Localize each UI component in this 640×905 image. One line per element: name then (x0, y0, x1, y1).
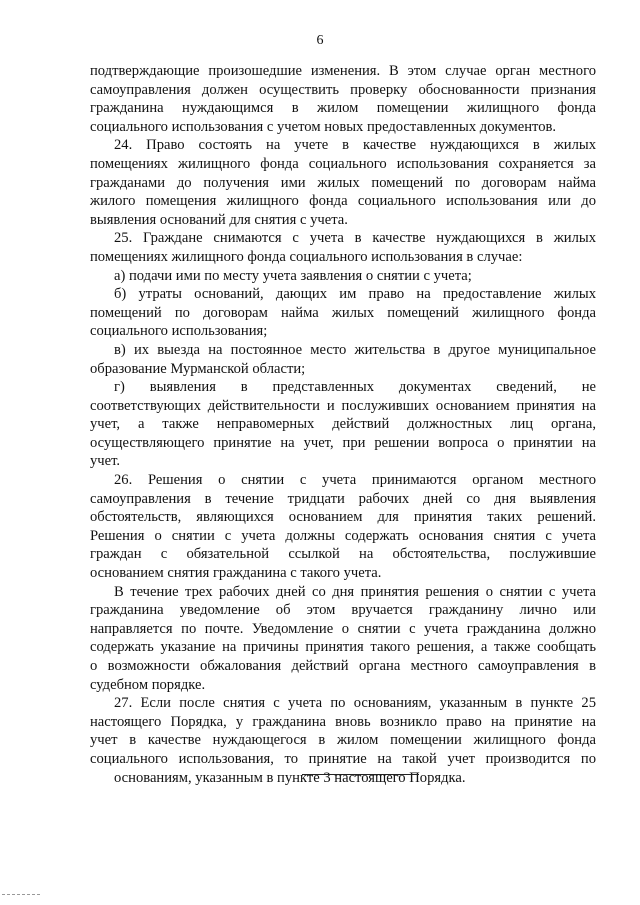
text-line: б) утраты оснований, дающих им право на предоставление жилых (114, 286, 596, 303)
text-line: гражданина уведомление об этом вручается гражданину лично или (90, 602, 596, 619)
text-line: 26. Решения о снятии с учета принимаются органом местного (114, 472, 596, 489)
text-line: самоуправления в течение тридцати рабочих дней со дня выявления (90, 490, 596, 507)
text-line: социального использования с учетом новых предоставленных документов. (90, 118, 557, 135)
text-line: учет в качестве нуждающегося в жилом помещении жилищного фонда (90, 732, 596, 749)
text-line: осуществляющего принятие на учет, при решении вопроса о принятии на (90, 434, 596, 451)
text-line: содержать указание на причины принятия такого решения, а также сообщать (90, 639, 596, 656)
text-line: 27. Если после снятия с учета по основаниям, указанным в пункте 25 (114, 695, 596, 712)
text-line: обстоятельств, являющихся основанием для принятия таких решений. (90, 509, 596, 526)
text-line: помещениях жилищного фонда социального использования сохраняется за (90, 155, 596, 172)
text-line: направляется по почте. Уведомление о снятии с учета гражданина должно (90, 620, 596, 637)
text-line: образование Мурманской области; (90, 360, 306, 377)
text-line: 25. Граждане снимаются с учета в качестве нуждающихся в жилых (114, 230, 596, 247)
text-line: гражданина нуждающимся в жилом помещении жилищного фонда (90, 100, 596, 117)
scan-corner-mark (2, 894, 40, 895)
text-line: в) их выезда на постоянное место жительства в другое муниципальное (114, 341, 596, 358)
text-line: граждан с обязательной ссылкой на обстоятельства, послужившие (90, 546, 596, 563)
text-line: жилого помещения жилищного фонда социального использования или до (90, 193, 596, 210)
text-line: самоуправления должен осуществить проверку обоснованности признания (90, 81, 596, 98)
text-line: гражданами до получения ими жилых помещений по договорам найма (90, 174, 596, 191)
text-line: учет, а также неправомерных действий должностных лиц органа, (90, 416, 596, 433)
text-line: Решения о снятии с учета должны содержать основания снятия с учета (90, 527, 596, 544)
text-line: помещениях жилищного фонда социального использования в случае: (90, 248, 523, 265)
text-line: помещений по договорам найма жилых помещений жилищного фонда (90, 304, 596, 321)
text-line: судебном порядке. (90, 676, 206, 693)
text-line: о возможности обжалования действий органа местного самоуправления в (90, 658, 596, 674)
text-line: 24. Право состоять на учете в качестве нуждающихся в жилых (114, 137, 596, 154)
text-line: основанием снятия гражданина с такого учета. (90, 565, 382, 582)
text-line: выявления оснований для снятия с учета. (90, 211, 348, 228)
text-line: основаниям, указанным в пункте 3 настоящего Порядка. (114, 769, 466, 786)
text-line: социального использования, то принятие на такой учет производится по (90, 750, 596, 767)
text-line: г) выявления в представленных документах сведений, не (114, 379, 596, 396)
closing-rule (302, 774, 419, 775)
text-line: соответствующих действительности и послуживших основанием принятия на (90, 397, 596, 414)
text-line: В течение трех рабочих дней со дня принятия решения о снятии с учета (114, 583, 596, 600)
text-line: учет. (90, 453, 121, 470)
text-line: социального использования; (90, 323, 268, 340)
text-line: а) подачи ими по месту учета заявления о снятии с учета; (114, 267, 472, 284)
text-line: подтверждающие произошедшие изменения. В этом случае орган местного (90, 63, 596, 79)
document-body (90, 62, 596, 787)
page-number: 6 (316, 33, 324, 48)
text-line: настоящего Порядка, у гражданина вновь возникло право на принятие на (90, 713, 596, 730)
